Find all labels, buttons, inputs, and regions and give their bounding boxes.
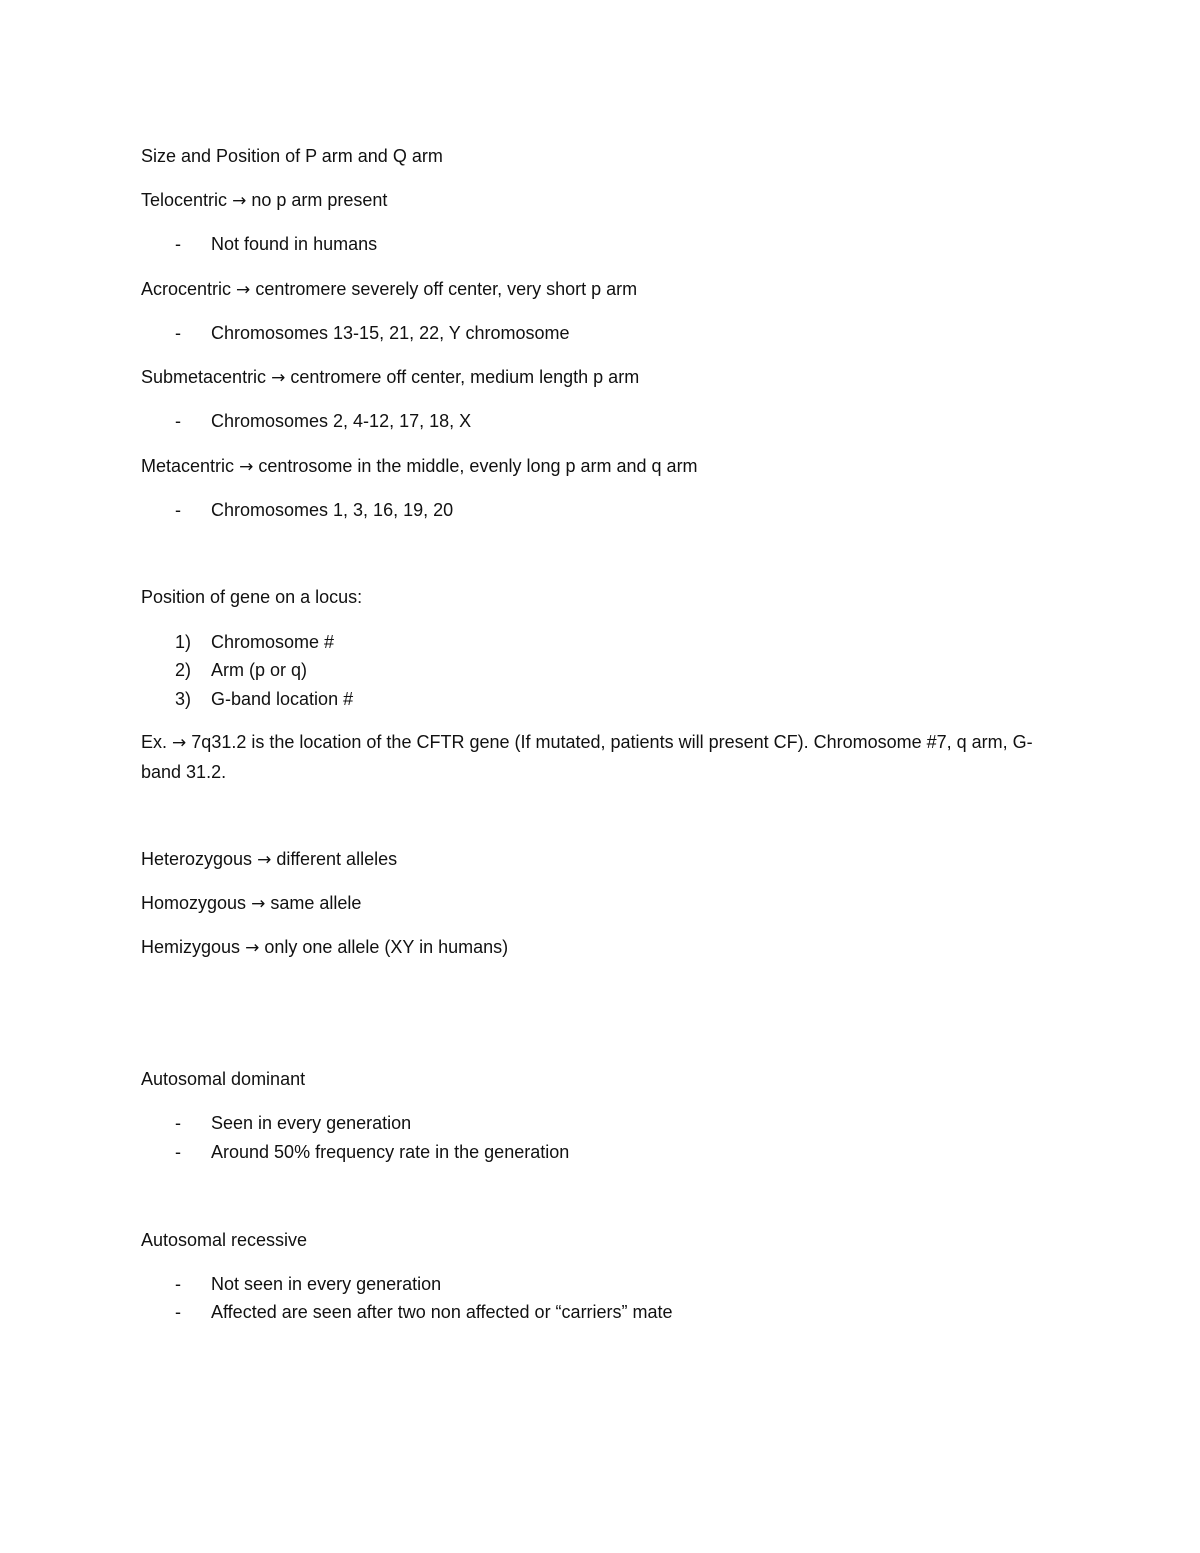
bullet-dash: - [175,1302,181,1322]
term-heterozygous: Heterozygous [141,849,253,869]
bullet-dash: - [175,234,181,254]
section-heading-size-position: Size and Position of P arm and Q arm [141,146,443,166]
arrow-icon: → [232,191,247,211]
section-heading-autosomal-recessive: Autosomal recessive [141,1230,308,1250]
bullet-dominant: Around 50% frequency rate in the generation [211,1142,570,1162]
bullet-dash: - [175,411,181,431]
arrow-icon: → [257,850,272,870]
bullet-recessive: Affected are seen after two non affected or “carriers” mate [211,1302,673,1322]
bullet-dominant: Seen in every generation [211,1113,412,1133]
arrow-icon: → [271,368,286,388]
term-submetacentric: Submetacentric [141,367,267,387]
desc-acrocentric: centromere severely off center, very short p arm [255,279,638,299]
arrow-icon: → [245,938,260,958]
list-number: 1) [175,632,192,652]
desc-telocentric: no p arm present [251,190,388,210]
bullet-telocentric: Not found in humans [211,234,378,254]
term-metacentric: Metacentric [141,456,235,476]
list-item: G-band location # [211,689,354,709]
term-hemizygous: Hemizygous [141,937,241,957]
bullet-acrocentric: Chromosomes 13-15, 21, 22, Y chromosome [211,323,570,343]
term-acrocentric: Acrocentric [141,279,232,299]
metacentric-line [141,454,698,479]
bullet-dash: - [175,1274,181,1294]
heterozygous-line [141,847,397,872]
example-text: 7q31.2 is the location of the CFTR gene (If mutated, patients will present CF). Chromosome #7, q arm, G-band 31.2. [141,732,1033,782]
desc-metacentric: centrosome in the middle, evenly long p arm and q arm [258,456,698,476]
example-paragraph [141,728,1051,787]
list-number: 3) [175,689,192,709]
bullet-metacentric: Chromosomes 1, 3, 16, 19, 20 [211,500,454,520]
homozygous-line [141,891,361,916]
bullet-recessive: Not seen in every generation [211,1274,442,1294]
arrow-icon: → [172,733,187,753]
hemizygous-line [141,935,508,960]
arrow-icon: → [239,457,254,477]
list-item: Chromosome # [211,632,335,652]
submetacentric-line [141,365,639,390]
bullet-dash: - [175,1113,181,1133]
example-prefix: Ex. [141,732,168,752]
list-item: Arm (p or q) [211,660,308,680]
term-telocentric: Telocentric [141,190,228,210]
section-heading-autosomal-dominant: Autosomal dominant [141,1069,306,1089]
desc-submetacentric: centromere off center, medium length p arm [290,367,640,387]
desc-heterozygous: different alleles [276,849,398,869]
arrow-icon: → [236,280,251,300]
telocentric-line [141,188,387,213]
bullet-submetacentric: Chromosomes 2, 4-12, 17, 18, X [211,411,472,431]
bullet-dash: - [175,500,181,520]
section-heading-gene-position: Position of gene on a locus: [141,587,363,607]
acrocentric-line [141,277,637,302]
desc-hemizygous: only one allele (XY in humans) [264,937,509,957]
arrow-icon: → [251,894,266,914]
desc-homozygous: same allele [270,893,362,913]
bullet-dash: - [175,323,181,343]
bullet-dash: - [175,1142,181,1162]
term-homozygous: Homozygous [141,893,247,913]
list-number: 2) [175,660,192,680]
